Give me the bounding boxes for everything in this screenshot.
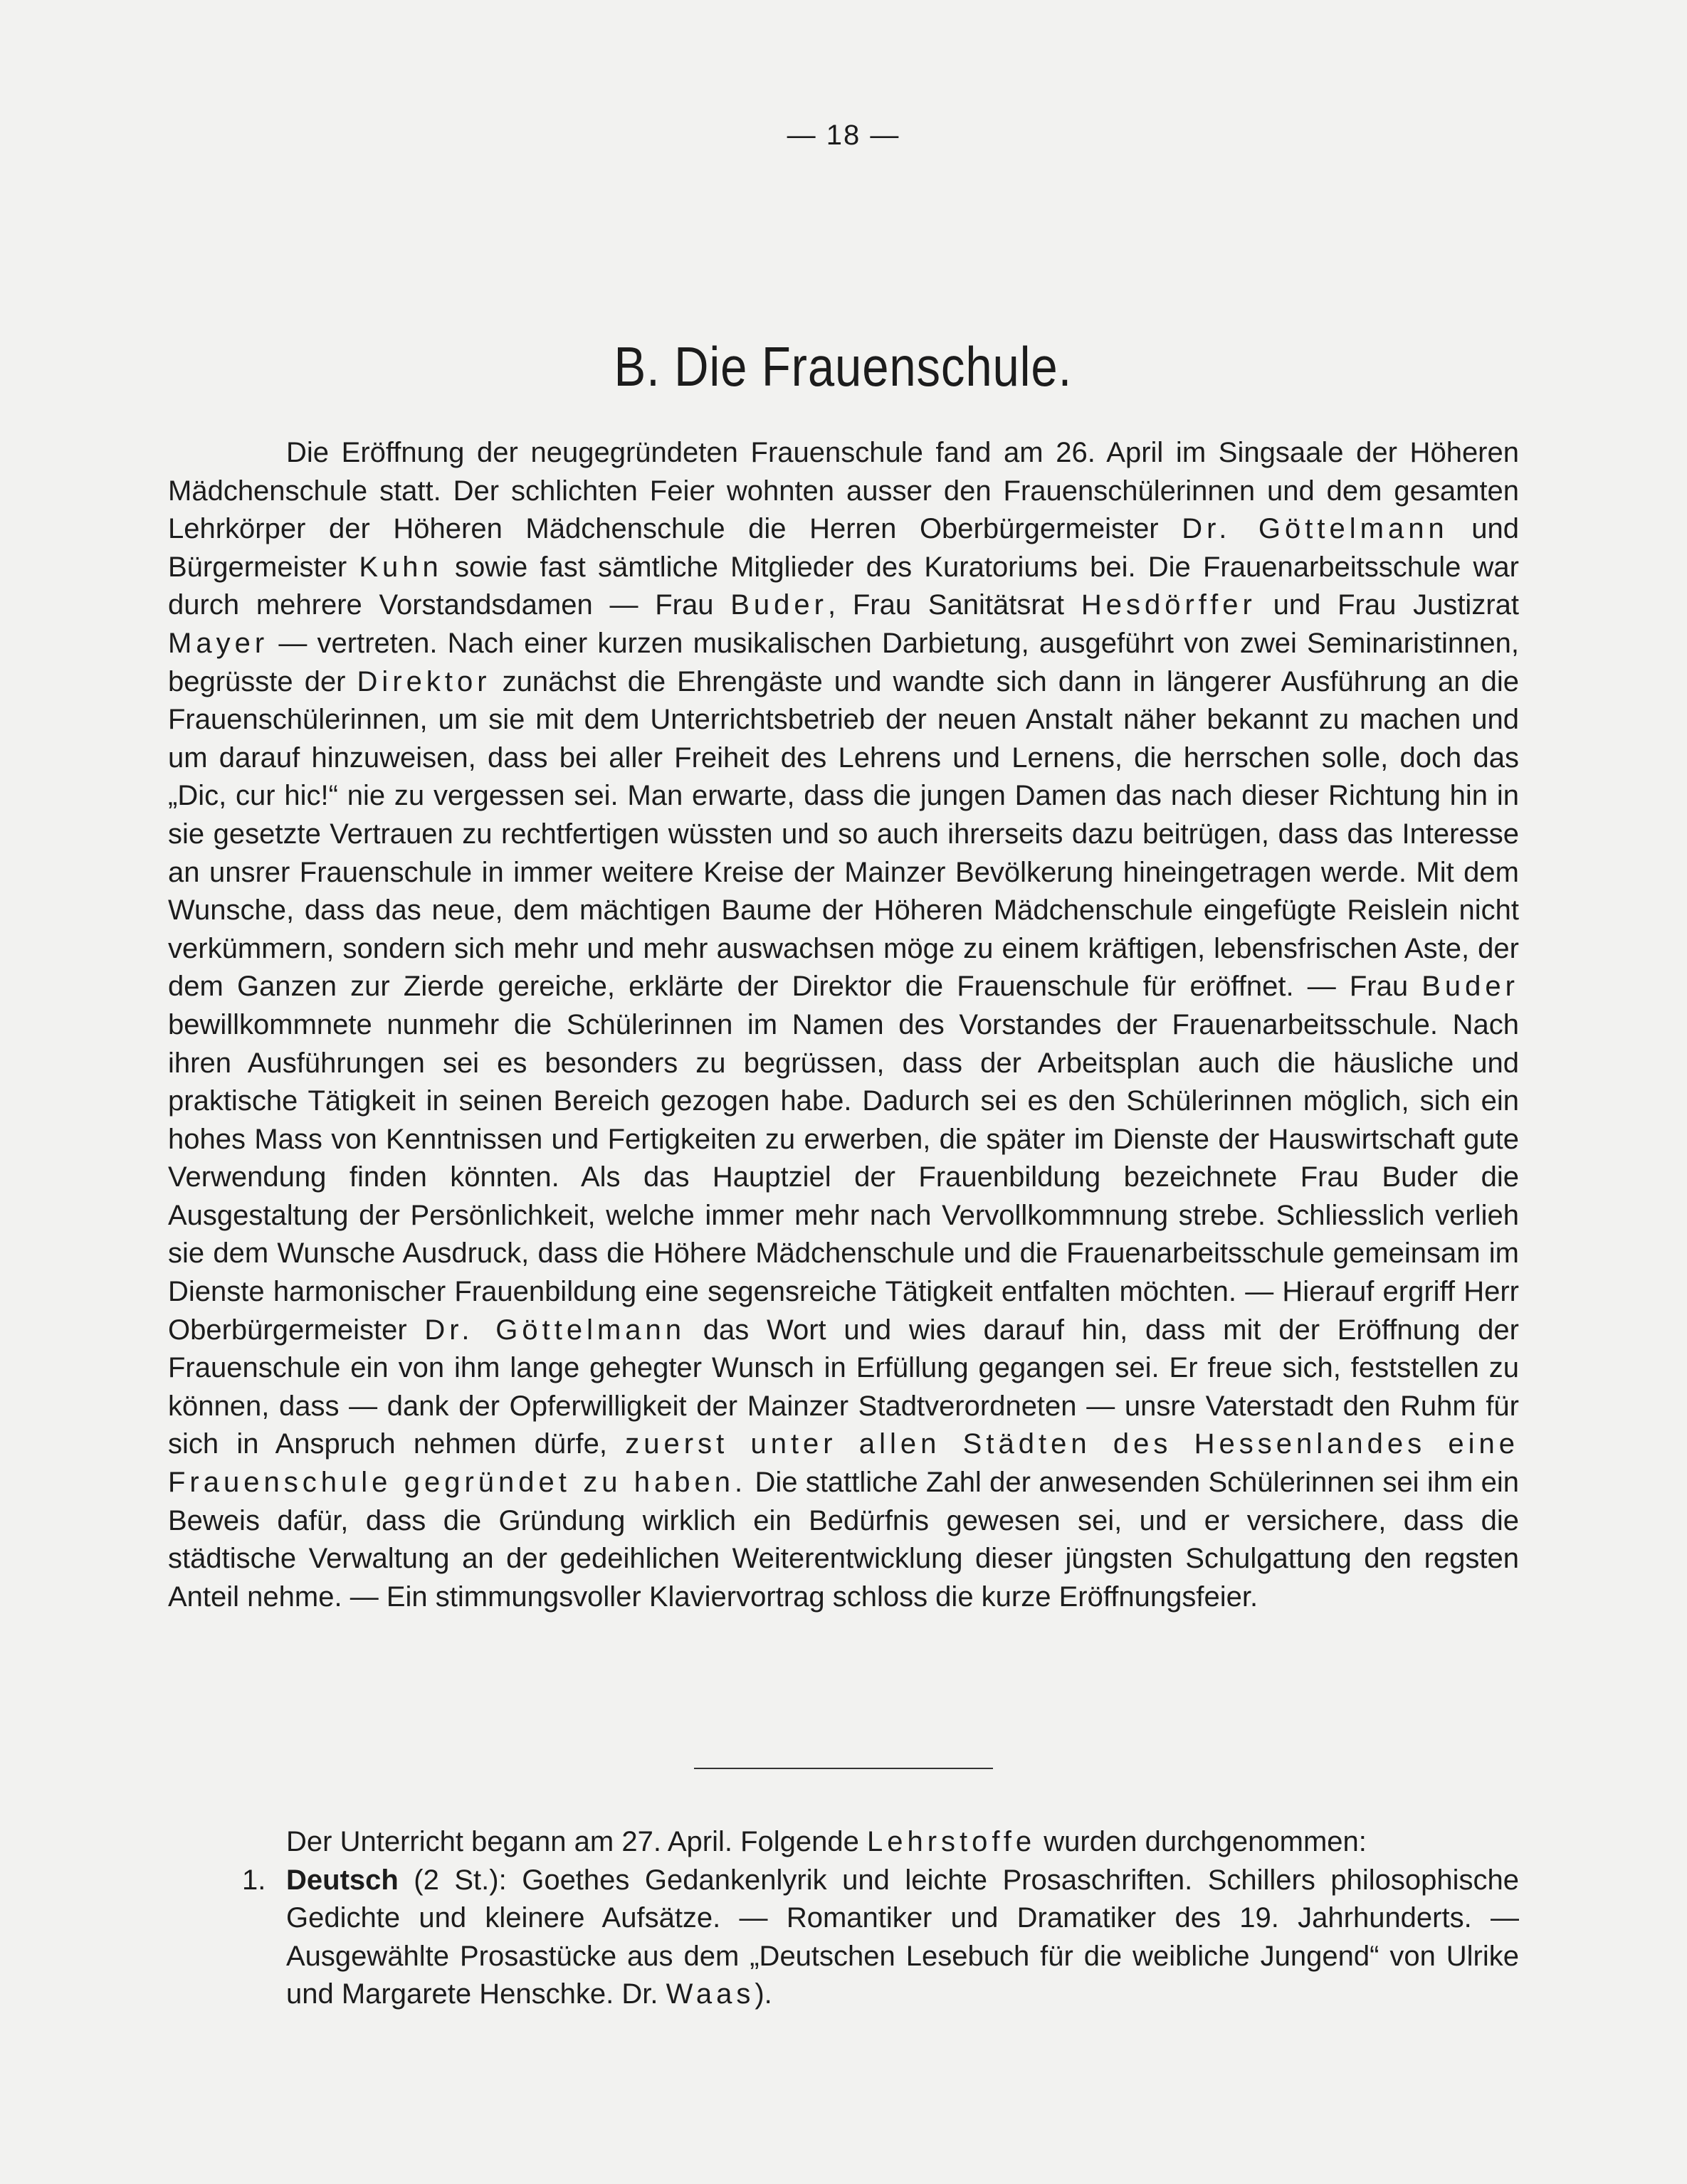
text-run: sowie fast sämtliche Mitglieder des Kuratoriums bei. Die Frauenarbeitsschule war durch mehrere Vorstandsdamen — Frau: [168, 551, 1519, 621]
spaced-name: Buder: [1421, 971, 1519, 1003]
spaced-name: Mayer: [168, 627, 269, 659]
text-run: und Bürgermeister: [168, 513, 1519, 583]
spaced-term: Lehrstoffe: [867, 1826, 1036, 1857]
curriculum-intro: [168, 1823, 1519, 1862]
section-divider: [694, 1768, 993, 1769]
curriculum-section: [168, 1823, 1519, 2014]
text-run: und Frau Justizrat: [1256, 589, 1519, 621]
paragraph: [168, 434, 1519, 1616]
spaced-name: Waas: [666, 1978, 755, 2010]
spaced-name: Dr. Göttelmann: [424, 1314, 686, 1346]
list-number: 1.: [242, 1864, 266, 1896]
text-run: das Wort und wies darauf hin, dass mit der Eröffnung der Frauenschule ein von ihm lange gehegter Wunsch in Erfüllung gegangen sei. Er freue sich, feststellen zu können, dass — dank der Opferwilligkeit der Mainzer Stadtverordneten — unsre Vaterstadt den Ruhm für sich in Anspruch nehmen dürfe,: [168, 1314, 1519, 1460]
spaced-name: Kuhn: [359, 551, 443, 583]
page-number: — 18 —: [787, 120, 900, 151]
body-paragraph: [168, 434, 1519, 1616]
text-run: — vertreten. Nach einer kurzen musikalischen Darbietung, ausgeführt von zwei Seminaristinnen, begrüsste der: [168, 627, 1519, 697]
text-run: ).: [755, 1978, 772, 2010]
text-run: Die stattliche Zahl der anwesenden Schülerinnen sei ihm ein Beweis dafür, dass die Gründung wirklich ein Bedürfnis gewesen sei, und er versichere, dass die städtische Verwaltung an der gedeihlichen Weiterentwicklung dieser jüngsten Schulgattung den regsten Anteil nehme. — Ein stimmungsvoller Klaviervortrag schloss die kurze Eröffnungsfeier.: [168, 1467, 1519, 1613]
spaced-name: Dr. Göttelmann: [1182, 513, 1449, 545]
spaced-name: Hesdörffer: [1081, 589, 1256, 621]
text-run: zunächst die Ehrengäste und wandte sich dann in längerer Ausführung an die Frauenschülerinnen, um sie mit dem Unterrichtsbetrieb der neuen Anstalt näher bekannt zu machen und um darauf hinzuweisen, dass bei aller Freiheit des Lehrens und Lernens, die herrschen solle, doch das „Dic, cur hic!“ nie zu vergessen sei. Man erwarte, dass die jungen Damen das nach dieser Richtung hin in sie gesetzte Vertrauen zu rechtfertigen wüssten und so auch ihrerseits dazu beitrügen, dass das Interesse an unsrer Frauenschule in immer weitere Kreise der Mainzer Bevölkerung hineingetragen werde. Mit dem Wunsche, dass das neue, dem mächtigen Baume der Höheren Mädchenschule eingefügte Reislein nicht verkümmern, sondern sich mehr und mehr auswachsen möge zu einem kräftigen, lebensfrischen Aste, der dem Ganzen zur Zierde gereiche, erklärte der Direktor die Frauenschule für eröffnet. — Frau: [168, 665, 1519, 1003]
spaced-name: Direktor: [357, 665, 491, 697]
spaced-name: Buder: [730, 589, 828, 621]
subject-name: Deutsch: [286, 1864, 399, 1896]
text-run: wurden durchgenommen:: [1036, 1826, 1367, 1857]
text-run: Der Unterricht begann am 27. April. Folgende: [286, 1826, 867, 1857]
text-run: bewillkommnete nunmehr die Schülerinnen im Namen des Vorstandes der Frauenarbeitsschule. Nach ihren Ausführungen sei es besonders zu begrüssen, dass der Arbeitsplan auch die häusliche und praktische Tätigkeit in seinen Bereich gezogen habe. Dadurch sei es den Schülerinnen möglich, sich ein hohes Mass von Kenntnissen und Fertigkeiten zu erwerben, die später im Dienste der Hauswirtschaft gute Verwendung finden könnten. Als das Hauptziel der Frauenbildung bezeichnete Frau Buder die Ausgestaltung der Persönlichkeit, welche immer mehr nach Vervollkommnung strebe. Schliesslich verlieh sie dem Wunsche Ausdruck, dass die Höhere Mädchenschule und die Frauenarbeitsschule gemeinsam im Dienste harmonischer Frauenbildung eine segensreiche Tätigkeit entfalten möchten. — Hierauf ergriff Herr Oberbürgermeister: [168, 1008, 1519, 1346]
text-run: , Frau Sanitätsrat: [827, 589, 1081, 621]
list-item: [168, 1862, 1519, 2014]
section-heading: B. Die Frauenschule.: [614, 335, 1073, 398]
text-run: Die Eröffnung der neugegründeten Frauenschule fand am 26. April im Singsaale der Höheren Mädchenschule statt. Der schlichten Feier wohnten ausser den Frauenschülerinnen und dem gesamten Lehrkörper der Höheren Mädchenschule die Herren Oberbürgermeister: [168, 437, 1519, 545]
text-run: (2 St.): Goethes Gedankenlyrik und leichte Prosaschriften. Schillers philosophische Gedichte und kleinere Aufsätze. — Romantiker und Dramatiker des 19. Jahrhunderts. — Ausgewählte Prosastücke aus dem „Deutschen Lesebuch für die weibliche Jungend“ von Ulrike und Margarete Henschke. Dr.: [286, 1864, 1519, 2010]
spaced-emphasis: zuerst unter allen Städten des Hessenlandes eine Frauenschule gegründet zu haben.: [168, 1428, 1519, 1499]
